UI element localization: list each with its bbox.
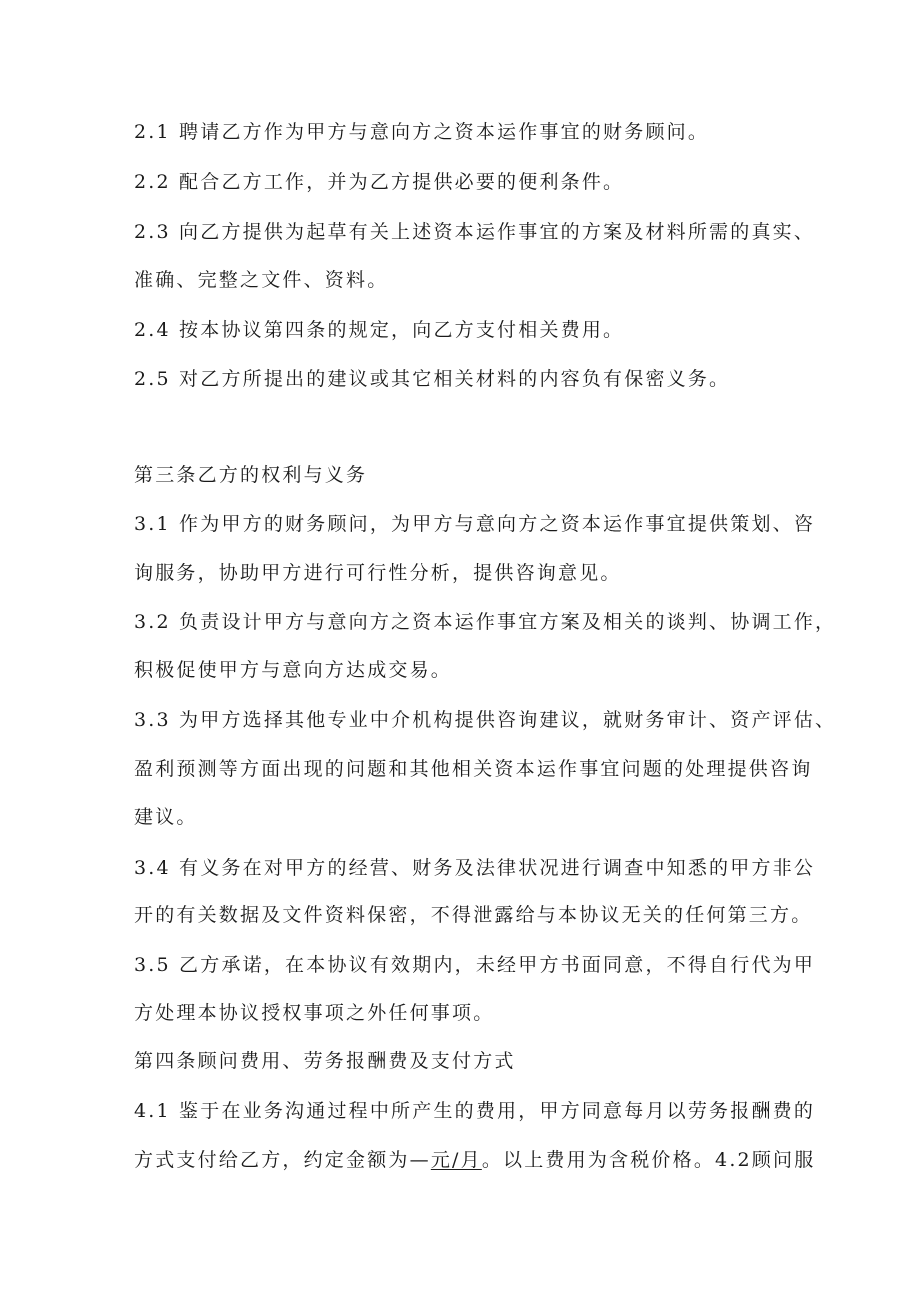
article-3-heading: 第三条乙方的权利与义务 bbox=[134, 464, 368, 486]
clause-4-1-text-after: 。以上费用为含税价格。4.2顾问服 bbox=[481, 1149, 816, 1171]
clause-3-1: 3.1 作为甲方的财务顾问，为甲方与意向方之资本运作事宜提供策划、咨 bbox=[134, 513, 816, 535]
article-4-heading: 第四条顾问费用、劳务报酬费及支付方式 bbox=[134, 1050, 516, 1072]
clause-2-4: 2.4 按本协议第四条的规定，向乙方支付相关费用。 bbox=[134, 319, 625, 341]
clause-3-3: 3.3 为甲方选择其他专业中介机构提供咨询建议，就财务审计、资产评估、 bbox=[134, 709, 837, 731]
clause-2-3-cont: 准确、完整之文件、资料。 bbox=[134, 269, 389, 291]
clause-3-3-cont-1: 盈利预测等方面出现的问题和其他相关资本运作事宜问题的处理提供咨询 bbox=[134, 758, 813, 780]
clause-2-2: 2.2 配合乙方工作，并为乙方提供必要的便利条件。 bbox=[134, 171, 625, 193]
clause-3-2-cont: 积极促使甲方与意向方达成交易。 bbox=[134, 659, 453, 681]
clause-3-5: 3.5 乙方承诺，在本协议有效期内，未经甲方书面同意，不得自行代为甲 bbox=[134, 954, 816, 976]
clause-3-4-cont: 开的有关数据及文件资料保密，不得泄露给与本协议无关的任何第三方。 bbox=[134, 904, 813, 926]
clause-2-1: 2.1 聘请乙方作为甲方与意向方之资本运作事宜的财务顾问。 bbox=[134, 121, 710, 143]
clause-3-4: 3.4 有义务在对甲方的经营、财务及法律状况进行调查中知悉的甲方非公 bbox=[134, 857, 816, 879]
clause-3-3-cont-2: 建议。 bbox=[134, 806, 198, 828]
fee-unit-underlined: 元/月 bbox=[430, 1149, 482, 1171]
clause-3-5-cont: 方处理本协议授权事项之外任何事项。 bbox=[134, 1002, 495, 1024]
clause-4-1-cont bbox=[134, 1148, 815, 1172]
clause-3-1-cont: 询服务，协助甲方进行可行性分析，提供咨询意见。 bbox=[134, 562, 622, 584]
clause-2-3: 2.3 向乙方提供为起草有关上述资本运作事宜的方案及材料所需的真实、 bbox=[134, 221, 816, 243]
clause-4-1-text-before: 方式支付给乙方，约定金额为— bbox=[134, 1149, 431, 1171]
clause-2-5: 2.5 对乙方所提出的建议或其它相关材料的内容负有保密义务。 bbox=[134, 368, 731, 390]
clause-4-1: 4.1 鉴于在业务沟通过程中所产生的费用，甲方同意每月以劳务报酬费的 bbox=[134, 1100, 816, 1122]
clause-3-2: 3.2 负责设计甲方与意向方之资本运作事宜方案及相关的谈判、协调工作， bbox=[134, 611, 837, 633]
